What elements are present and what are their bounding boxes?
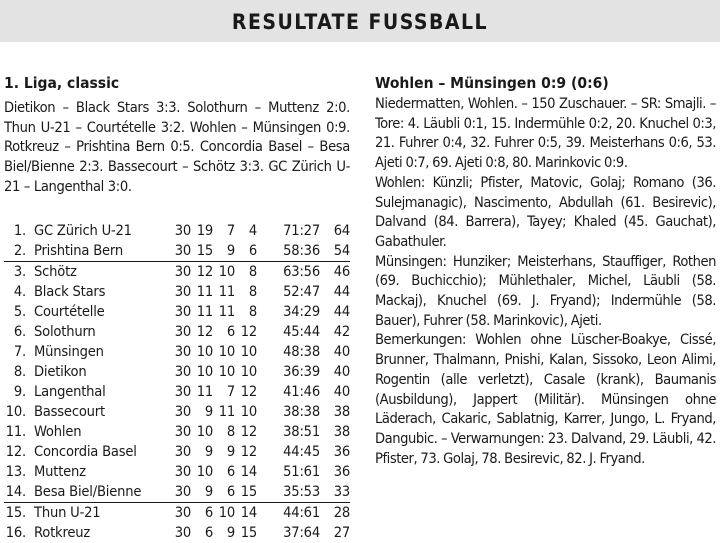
wins-cell: 9 bbox=[191, 482, 213, 503]
rank-cell: 3. bbox=[13, 263, 26, 280]
rank-cell: 8. bbox=[13, 363, 26, 380]
losses-cell: 15 bbox=[240, 524, 257, 541]
goals-cell: 36:39 bbox=[283, 363, 320, 380]
team-cell: Prishtina Bern bbox=[34, 241, 162, 262]
points-cell: 36 bbox=[333, 443, 350, 460]
table-row bbox=[4, 241, 350, 262]
league-section bbox=[4, 72, 350, 197]
table-row bbox=[4, 382, 350, 402]
standings-table bbox=[4, 221, 350, 543]
points-cell: 44 bbox=[333, 303, 350, 320]
losses-cell: 10 bbox=[240, 363, 257, 380]
table-row bbox=[4, 503, 350, 524]
losses-cell: 12 bbox=[240, 423, 257, 440]
losses-cell: 8 bbox=[248, 303, 257, 320]
table-row bbox=[4, 362, 350, 382]
wins-cell: 12 bbox=[196, 323, 213, 340]
goals-cell: 71:27 bbox=[283, 222, 320, 239]
losses-cell: 15 bbox=[235, 482, 257, 503]
goals-cell: 45:44 bbox=[283, 323, 320, 340]
losses-cell: 12 bbox=[240, 383, 257, 400]
team-cell: Wohlen bbox=[34, 423, 82, 440]
played-cell: 30 bbox=[174, 423, 191, 440]
page-title: RESULTATE FUSSBALL bbox=[0, 0, 720, 42]
rank-cell: 11. bbox=[5, 423, 26, 440]
played-cell: 30 bbox=[174, 263, 191, 280]
wins-cell: 10 bbox=[196, 423, 213, 440]
played-cell: 30 bbox=[174, 463, 191, 480]
played-cell: 30 bbox=[174, 383, 191, 400]
played-cell: 30 bbox=[162, 482, 191, 503]
draws-cell: 6 bbox=[226, 463, 235, 480]
played-cell: 30 bbox=[174, 323, 191, 340]
team-cell: Solothurn bbox=[34, 323, 96, 340]
goals-cell: 63:56 bbox=[283, 263, 320, 280]
wins-cell: 11 bbox=[196, 383, 213, 400]
rank-cell: 9. bbox=[13, 383, 26, 400]
wins-cell: 10 bbox=[196, 463, 213, 480]
draws-cell: 9 bbox=[226, 443, 235, 460]
played-cell: 30 bbox=[174, 363, 191, 380]
draws-cell: 11 bbox=[218, 303, 235, 320]
table-row bbox=[4, 462, 350, 482]
losses-cell: 8 bbox=[248, 263, 257, 280]
draws-cell: 7 bbox=[226, 383, 235, 400]
points-cell: 40 bbox=[333, 343, 350, 360]
wins-cell: 10 bbox=[196, 343, 213, 360]
goals-cell: 38:38 bbox=[283, 403, 320, 420]
wins-cell: 15 bbox=[191, 241, 213, 262]
played-cell: 30 bbox=[174, 524, 191, 541]
lineup-away: Münsingen: Hunziker; Meisterhans, Stauffiger, Rothen (69. Buchicchio); Mühlethaler, Michel, Läubli (58. Mackaj), Knuchel (69. J. Fryand); Indermühle (58. Bauer), Fuhrer (58. Marinkovic), Ajeti. bbox=[375, 252, 716, 329]
goals-cell: 37:64 bbox=[283, 524, 320, 541]
losses-cell: 14 bbox=[240, 463, 257, 480]
draws-cell: 7 bbox=[226, 222, 235, 239]
played-cell: 30 bbox=[162, 241, 191, 262]
team-cell: Concordia Basel bbox=[34, 443, 137, 460]
table-row bbox=[4, 221, 350, 241]
played-cell: 30 bbox=[174, 403, 191, 420]
team-cell: GC Zürich U-21 bbox=[34, 222, 132, 239]
wins-cell: 9 bbox=[204, 403, 213, 420]
team-cell: Langenthal bbox=[34, 383, 106, 400]
draws-cell: 6 bbox=[213, 482, 235, 503]
table-row bbox=[4, 302, 350, 322]
team-cell: Courtételle bbox=[34, 303, 105, 320]
draws-cell: 10 bbox=[218, 343, 235, 360]
points-cell: 40 bbox=[333, 383, 350, 400]
rank-cell: 7. bbox=[13, 343, 26, 360]
losses-cell: 12 bbox=[240, 443, 257, 460]
table-row bbox=[4, 322, 350, 342]
played-cell: 30 bbox=[174, 283, 191, 300]
played-cell: 30 bbox=[174, 222, 191, 239]
draws-cell: 9 bbox=[213, 241, 235, 262]
rank-cell: 1. bbox=[13, 222, 26, 239]
wins-cell: 9 bbox=[204, 443, 213, 460]
table-row bbox=[4, 262, 350, 283]
rank-cell: 6. bbox=[13, 323, 26, 340]
team-cell: Thun U-21 bbox=[34, 504, 101, 521]
team-cell: Schötz bbox=[34, 263, 77, 280]
match-report-section bbox=[375, 72, 716, 468]
points-cell: 42 bbox=[333, 323, 350, 340]
draws-cell: 11 bbox=[218, 283, 235, 300]
points-cell: 38 bbox=[333, 403, 350, 420]
draws-cell: 6 bbox=[226, 323, 235, 340]
played-cell: 30 bbox=[174, 343, 191, 360]
points-cell: 46 bbox=[333, 263, 350, 280]
draws-cell: 10 bbox=[218, 363, 235, 380]
team-cell: Besa Biel/Bienne bbox=[34, 482, 162, 503]
points-cell: 64 bbox=[333, 222, 350, 239]
goals-cell: 44:61 bbox=[283, 504, 320, 521]
rank-cell: 15. bbox=[5, 504, 26, 521]
league-results: Dietikon – Black Stars 3:3. Solothurn – Muttenz 2:0. Thun U-21 – Courtételle 3:2. Wohlen – Münsingen 0:9. Rotkreuz – Prishtina Bern 0:5. Concordia Basel – Besa Biel/Bienne 2:3. Bassecourt – Schötz 3:3. GC Zürich U-21 – Langenthal 3:0. bbox=[4, 99, 350, 195]
rank-cell: 13. bbox=[5, 463, 26, 480]
goals-cell: 52:47 bbox=[283, 283, 320, 300]
points-cell: 40 bbox=[333, 363, 350, 380]
points-cell: 33 bbox=[320, 482, 350, 503]
goals-cell: 41:46 bbox=[283, 383, 320, 400]
goals-cell: 34:29 bbox=[283, 303, 320, 320]
wins-cell: 12 bbox=[196, 263, 213, 280]
played-cell: 30 bbox=[174, 303, 191, 320]
draws-cell: 8 bbox=[226, 423, 235, 440]
draws-cell: 9 bbox=[226, 524, 235, 541]
goals-cell: 44:45 bbox=[283, 443, 320, 460]
points-cell: 36 bbox=[333, 463, 350, 480]
rank-cell: 12. bbox=[5, 443, 26, 460]
points-cell: 27 bbox=[333, 524, 350, 541]
match-title: Wohlen – Münsingen 0:9 (0:6) bbox=[375, 74, 609, 92]
points-cell: 38 bbox=[333, 423, 350, 440]
rank-cell: 16. bbox=[5, 524, 26, 541]
losses-cell: 8 bbox=[248, 283, 257, 300]
team-cell: Bassecourt bbox=[34, 403, 105, 420]
wins-cell: 6 bbox=[204, 524, 213, 541]
wins-cell: 10 bbox=[196, 363, 213, 380]
goals-cell: 38:51 bbox=[283, 423, 320, 440]
lineup-home: Wohlen: Künzli; Pfister, Matovic, Golaj; Romano (36. Sulejmanagic), Nascimento, Abdullah (61. Besirevic), Dalvand (84. Barrera), Tayey; Khaled (45. Gauchat), Gabathuler. bbox=[375, 173, 716, 250]
rank-cell: 4. bbox=[13, 283, 26, 300]
losses-cell: 10 bbox=[240, 403, 257, 420]
draws-cell: 11 bbox=[218, 403, 235, 420]
team-cell: Münsingen bbox=[34, 343, 104, 360]
points-cell: 28 bbox=[333, 504, 350, 521]
goals-cell: 51:61 bbox=[283, 463, 320, 480]
table-row bbox=[4, 342, 350, 362]
team-cell: Rotkreuz bbox=[34, 524, 91, 541]
team-cell: Dietikon bbox=[34, 363, 87, 380]
draws-cell: 10 bbox=[218, 263, 235, 280]
rank-cell: 14. bbox=[4, 482, 34, 503]
goals-cell: 48:38 bbox=[283, 343, 320, 360]
losses-cell: 4 bbox=[248, 222, 257, 239]
rank-cell: 2. bbox=[4, 241, 34, 262]
rank-cell: 10. bbox=[5, 403, 26, 420]
wins-cell: 19 bbox=[196, 222, 213, 239]
table-row bbox=[4, 402, 350, 422]
played-cell: 30 bbox=[174, 504, 191, 521]
losses-cell: 14 bbox=[240, 504, 257, 521]
played-cell: 30 bbox=[174, 443, 191, 460]
wins-cell: 11 bbox=[196, 283, 213, 300]
losses-cell: 12 bbox=[240, 323, 257, 340]
table-row bbox=[4, 523, 350, 543]
losses-cell: 10 bbox=[240, 343, 257, 360]
wins-cell: 11 bbox=[196, 303, 213, 320]
losses-cell: 6 bbox=[235, 241, 257, 262]
match-remarks: Bemerkungen: Wohlen ohne Lüscher-Boakye, Cissé, Brunner, Thalmann, Pnishi, Kalan, Sissoko, Leon Alimi, Rogentin (alle verletzt), Casale (krank), Baumanis (Ausbildung), Jappert (Militär). Münsingen ohne Läderach, Cakaric, Sablatnig, Karrer, Jungo, L. Fryand, Dangubic. – Verwarnungen: 23. Dalvand, 29. Läubli, 42. Pfister, 73. Golaj, 78. Besirevic, 82. J. Fryand. bbox=[375, 331, 716, 467]
match-report: Niedermatten, Wohlen. – 150 Zuschauer. – SR: Smajli. – Tore: 4. Läubli 0:1, 15. Indermühle 0:2, 20. Knuchel 0:3, 21. Fuhrer 0:4, 32. Fuhrer 0:5, 39. Meisterhans 0:6, 53. Ajeti 0:7, 69. Ajeti 0:8, 80. Marinkovic 0:9. bbox=[375, 95, 716, 172]
table-row bbox=[4, 482, 350, 503]
league-title: 1. Liga, classic bbox=[4, 74, 120, 92]
draws-cell: 10 bbox=[218, 504, 235, 521]
points-cell: 44 bbox=[333, 283, 350, 300]
table-row bbox=[4, 422, 350, 442]
points-cell: 54 bbox=[320, 241, 350, 262]
goals-cell: 35:53 bbox=[257, 482, 320, 503]
wins-cell: 6 bbox=[204, 504, 213, 521]
table-row bbox=[4, 442, 350, 462]
table-row bbox=[4, 282, 350, 302]
rank-cell: 5. bbox=[13, 303, 26, 320]
team-cell: Muttenz bbox=[34, 463, 86, 480]
team-cell: Black Stars bbox=[34, 283, 106, 300]
goals-cell: 58:36 bbox=[257, 241, 320, 262]
